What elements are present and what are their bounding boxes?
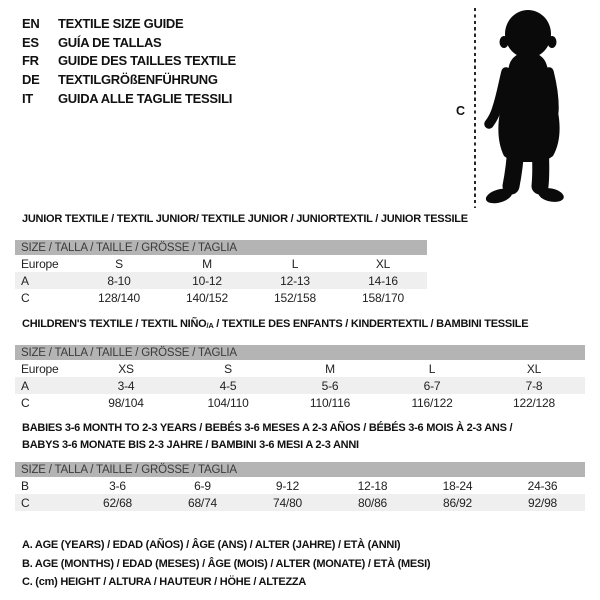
size-cell: XL (526, 361, 542, 376)
size-cell: 9-12 (275, 478, 300, 493)
size-cell: 6-9 (194, 478, 211, 493)
language-code: ES (22, 34, 39, 50)
size-cell: 128/140 (98, 290, 140, 305)
baby-silhouette-icon (482, 8, 592, 208)
size-cell: 110/116 (309, 395, 351, 410)
size-cell: 3-6 (109, 478, 126, 493)
language-row (22, 52, 236, 71)
language-code: IT (22, 91, 33, 107)
size-cell: 4-5 (219, 378, 237, 393)
size-header-label: SIZE / TALLA / TAILLE / GRÖSSE / TAGLIA (21, 346, 237, 359)
size-cell: 62/68 (102, 495, 133, 510)
babies-title-line1: BABIES 3-6 MONTH TO 2-3 YEARS / BEBÉS 3-6 MESES A 2-3 AÑOS / BÉBÉS 3-6 MOIS À 2-3 ANS / (22, 422, 513, 434)
size-cell: L (291, 256, 299, 271)
size-cell: 86/92 (442, 495, 473, 510)
size-cell: 98/104 (108, 395, 144, 410)
table-row (15, 477, 585, 494)
row-label: A (21, 273, 29, 288)
size-cell: 14-16 (368, 273, 398, 288)
size-cell: 8-10 (107, 273, 131, 288)
language-title: GUIDE DES TAILLES TEXTILE (58, 53, 236, 69)
language-title: GUIDA ALLE TAGLIE TESSILI (58, 91, 233, 107)
language-title: GUÍA DE TALLAS (58, 34, 162, 50)
size-header-bar (15, 462, 585, 477)
row-label: Europe (21, 361, 59, 376)
row-label: Europe (21, 256, 59, 271)
size-header-label: SIZE / TALLA / TAILLE / GRÖSSE / TAGLIA (21, 463, 237, 476)
size-header-bar (15, 345, 585, 360)
table-row (15, 360, 585, 377)
language-title: TEXTILE SIZE GUIDE (58, 15, 184, 31)
size-cell: 116/122 (411, 395, 453, 410)
footnotes (22, 536, 430, 592)
note-line: A. AGE (YEARS) / EDAD (AÑOS) / ÂGE (ANS) / ALTER (JAHRE) / ETÀ (ANNI) (22, 539, 401, 551)
language-row (22, 70, 236, 89)
row-label: C (21, 495, 30, 510)
babies-table-title (22, 420, 512, 453)
size-cell: S (224, 361, 232, 376)
language-row (22, 14, 236, 33)
size-cell: 10-12 (192, 273, 222, 288)
children-table-title (22, 318, 528, 330)
language-code: FR (22, 53, 39, 69)
language-row (22, 33, 236, 52)
height-reference-line (474, 8, 476, 208)
size-header-label: SIZE / TALLA / TAILLE / GRÖSSE / TAGLIA (21, 241, 237, 254)
children-title-main: CHILDREN'S TEXTILE / TEXTIL NIÑO (22, 318, 207, 330)
language-code: DE (22, 72, 40, 88)
note-line: B. AGE (MONTHS) / EDAD (MESES) / ÂGE (MOIS) / ALTER (MONATE) / ETÀ (MESI) (22, 557, 431, 570)
size-cell: 152/158 (274, 290, 316, 305)
size-cell: 140/152 (186, 290, 228, 305)
figure-height-label: C (456, 104, 466, 118)
table-row (15, 289, 427, 306)
size-cell: 68/74 (187, 495, 218, 510)
table-row (15, 255, 427, 272)
language-title-list (22, 14, 236, 108)
size-cell: 18-24 (442, 478, 473, 493)
size-cell: S (115, 256, 123, 271)
size-cell: 12-18 (357, 478, 388, 493)
junior-table-title: JUNIOR TEXTILE / TEXTIL JUNIOR/ TEXTILE JUNIOR / JUNIORTEXTIL / JUNIOR TESSILE (22, 213, 468, 225)
row-label: C (21, 395, 30, 410)
row-label: A (21, 378, 29, 393)
table-row (15, 494, 585, 511)
size-cell: 5-6 (321, 378, 339, 393)
size-cell: 7-8 (525, 378, 543, 393)
children-size-table (15, 345, 585, 411)
size-cell: 12-13 (280, 273, 310, 288)
language-title: TEXTILGRÖßENFÜHRUNG (58, 72, 218, 88)
size-cell: 122/128 (513, 395, 555, 410)
children-title-rest: / TEXTILE DES ENFANTS / KINDERTEXTIL / BAMBINI TESSILE (213, 318, 529, 330)
size-cell: 92/98 (527, 495, 558, 510)
size-cell: M (202, 256, 212, 271)
size-cell: M (325, 361, 335, 376)
row-label: C (21, 290, 30, 305)
row-label: B (21, 478, 29, 493)
size-cell: 80/86 (357, 495, 388, 510)
size-cell: XS (118, 361, 134, 376)
size-header-bar (15, 240, 427, 255)
note-line: C. (cm) HEIGHT / ALTURA / HAUTEUR / HÖHE / ALTEZZA (22, 576, 307, 588)
babies-title-line2: BABYS 3-6 MONATE BIS 2-3 JAHRE / BAMBINI 3-6 MESI A 2-3 ANNI (22, 438, 359, 451)
size-cell: L (428, 361, 436, 376)
language-row (22, 89, 236, 108)
size-cell: 158/170 (362, 290, 404, 305)
table-row (15, 394, 585, 411)
size-cell: XL (375, 256, 391, 271)
babies-size-table (15, 462, 585, 511)
junior-size-table (15, 240, 427, 306)
table-row (15, 272, 427, 289)
size-cell: 74/80 (272, 495, 303, 510)
size-cell: 6-7 (423, 378, 441, 393)
size-cell: 3-4 (117, 378, 135, 393)
size-cell: 104/110 (207, 395, 249, 410)
size-cell: 24-36 (527, 478, 558, 493)
table-row (15, 377, 585, 394)
language-code: EN (22, 15, 40, 31)
children-title-subscript: /A (206, 321, 214, 330)
